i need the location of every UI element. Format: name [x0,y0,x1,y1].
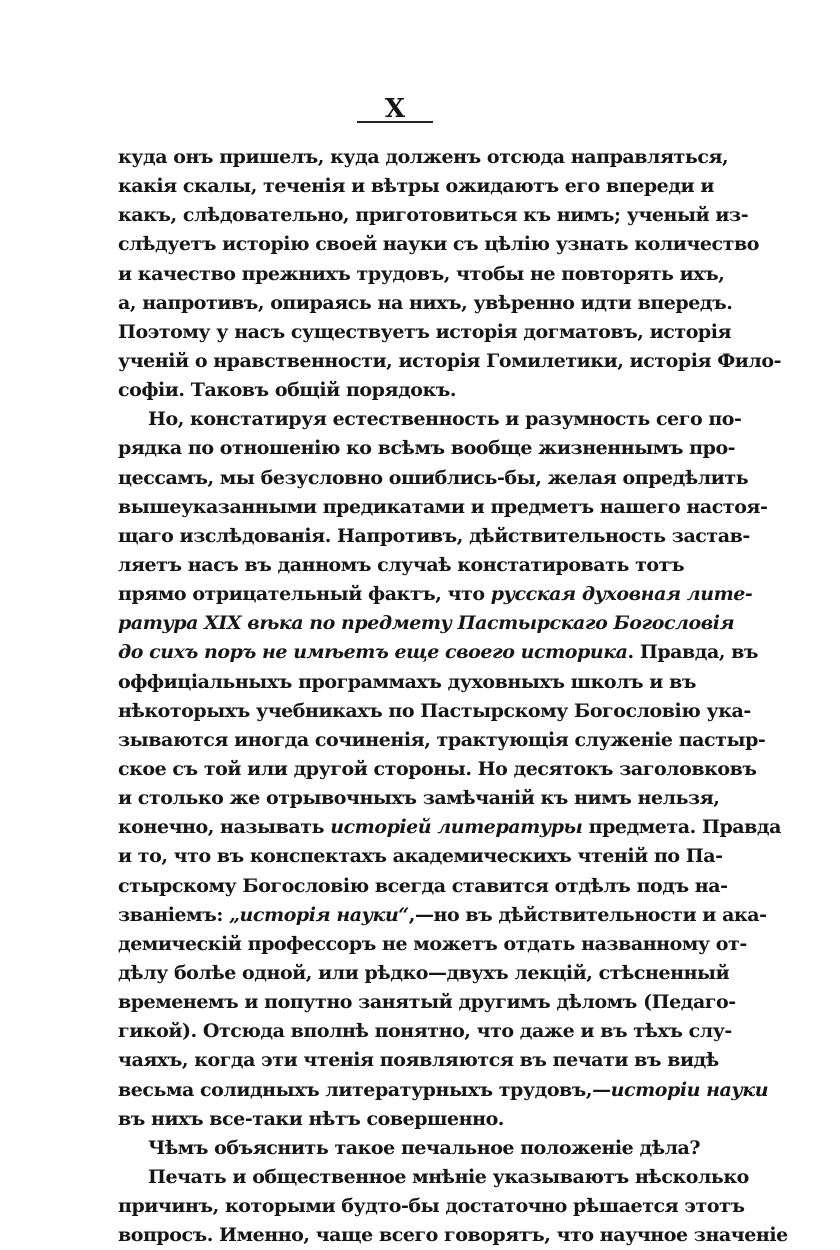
text-line: Печать и общественное мнѣніе указываютъ нѣсколько [148,1165,749,1188]
text-run: весьма солидныхъ литературныхъ трудовъ,— [118,1078,611,1101]
italic-run: исторіей литературы [330,816,583,839]
text-run: ,—но въ дѣйствительности и ака- [408,903,767,926]
text-line: ученій о нравственности, исторія Гомилетики, исторія Фило- [118,349,782,372]
body-text [118,143,788,1250]
italic-run: исторіи науки [610,1078,769,1101]
text-run: прямо отрицательный фактъ, что [118,583,485,606]
text-line: куда онъ пришелъ, куда долженъ отсюда направляться, [118,146,729,168]
page-number: X [384,94,406,124]
text-line: Но, констатируя естественность и разумность сего по- [148,408,742,431]
text-line: зываются иногда сочиненія, трактующія служеніе пастыр- [118,728,766,751]
text-line [118,580,753,609]
text-line: Поэтому у насъ существуетъ исторія догматовъ, исторія [118,320,732,343]
text-line: слѣдуетъ исторію своей науки съ цѣлію узнать количество [118,233,759,256]
text-line: гикой). Отсюда вполнѣ понятно, что даже и въ тѣхъ слу- [118,1020,732,1043]
text-run: . Правда, въ [627,641,759,664]
text-line: какія скалы, теченія и вѣтры ожидаютъ его впереди и [118,175,714,198]
text-line: дѣлу болѣе одной, или рѣдко—двухъ лекцій, стѣсненный [118,961,730,984]
header-rule [357,121,433,123]
text-line: нѣкоторыхъ учебникахъ по Пастырскому Богословію ука- [118,699,751,722]
text-line: вопросъ. Именно, чаще всего говорятъ, что научное значеніе [118,1224,788,1247]
text-line: стырскому Богословію всегда ставится отдѣлъ подъ на- [118,874,728,897]
text-run: предмета. Правда [588,816,781,839]
text-line: и то, что въ конспектахъ академическихъ чтеній по Па- [118,845,723,868]
text-line: въ нихъ все-таки нѣтъ совершенно. [118,1107,504,1130]
italic-run: „исторія науки“ [229,903,409,926]
italic-run: до сихъ поръ не имѣетъ еще своего историка [118,641,628,664]
text-line: чаяхъ, когда эти чтенія появляются въ печати въ видѣ [118,1049,719,1072]
text-line: вышеуказанными предикатами и предметъ нашего настоя- [118,495,768,518]
text-line: какъ, слѣдовательно, приготовиться къ нимъ; ученый из- [118,204,749,227]
text-line: ское съ той или другой стороны. Но десятокъ заголовковъ [118,757,757,780]
text-run: званіемъ: [118,903,223,926]
text-line: причинъ, которыми будто-бы достаточно рѣшается этотъ [118,1195,745,1218]
text-line: ляетъ насъ въ данномъ случаѣ констатировать тотъ [118,553,685,576]
text-line: цессамъ, мы безусловно ошиблись-бы, желая опредѣлить [118,466,749,489]
text-line: и качество прежнихъ трудовъ, чтобы не повторять ихъ, [118,262,725,285]
text-line: щаго изслѣдованія. Напротивъ, дѣйствительность застав- [118,524,750,547]
text-line [118,638,759,667]
text-line: ратура XIX вѣка по предмету Пастырскаго Богословія [118,612,735,635]
text-line: Чѣмъ объяснить такое печальное положеніе дѣла? [148,1136,701,1159]
text-line: софіи. Таковъ общій порядокъ. [118,379,457,402]
text-line: оффиціальныхъ программахъ духовныхъ школъ и въ [118,670,696,693]
text-line: демическій профессоръ не можетъ отдать названному от- [118,932,747,955]
text-line: рядка по отношенію ко всѣмъ вообще жизненнымъ про- [118,437,736,460]
text-line: а, напротивъ, опираясь на нихъ, увѣренно идти впередъ. [118,291,733,314]
text-line: временемъ и попутно занятый другимъ дѣломъ (Педаго- [118,991,736,1014]
text-line [118,813,781,842]
text-run: конечно, называть [118,816,325,839]
text-line [118,1076,769,1105]
italic-run: русская духовная лите- [490,583,753,606]
text-line: и столько же отрывочныхъ замѣчаній къ нимъ нельзя, [118,787,720,810]
text-line [118,901,767,930]
